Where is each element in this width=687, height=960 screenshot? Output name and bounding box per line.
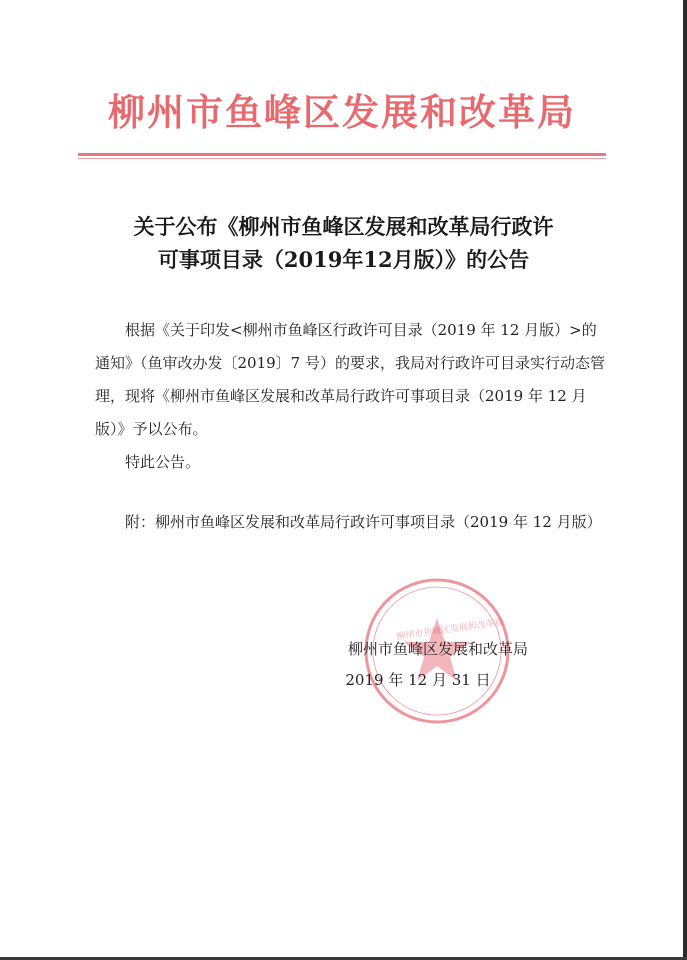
header-red-rule-thin xyxy=(78,158,606,159)
signature-org: 柳州市鱼峰区发展和改革局 xyxy=(347,640,528,658)
body-paragraph-1: 根据《关于印发<柳州市鱼峰区行政许可目录（2019 年 12 月版）>的通知》（鱼审改办发〔2019〕7 号）的要求，我局对行政许可目录实行动态管理，现将《柳州市鱼峰区发展和改革局行政许可事项目录（2019 年 12 月版）》予以公布。 xyxy=(95,321,605,438)
document-title xyxy=(60,210,627,276)
body-paragraph-2: 特此公告。 xyxy=(125,453,201,471)
title-line-2: 可事项目录（2019年12月版）》的公告 xyxy=(157,247,530,272)
page-edge-right xyxy=(683,0,687,960)
signature-date: 2019 年 12 月 31 日 xyxy=(345,671,491,689)
attachment-note: 附：柳州市鱼峰区发展和改革局行政许可事项目录（2019 年 12 月版） xyxy=(125,513,602,531)
org-header-title: 柳州市鱼峰区发展和改革局 xyxy=(108,91,576,134)
seal-text: 柳州市鱼峰区发展和改革局 xyxy=(396,617,505,643)
header-red-rule xyxy=(78,153,606,156)
title-line-1: 关于公布《柳州市鱼峰区发展和改革局行政许 xyxy=(133,214,554,239)
